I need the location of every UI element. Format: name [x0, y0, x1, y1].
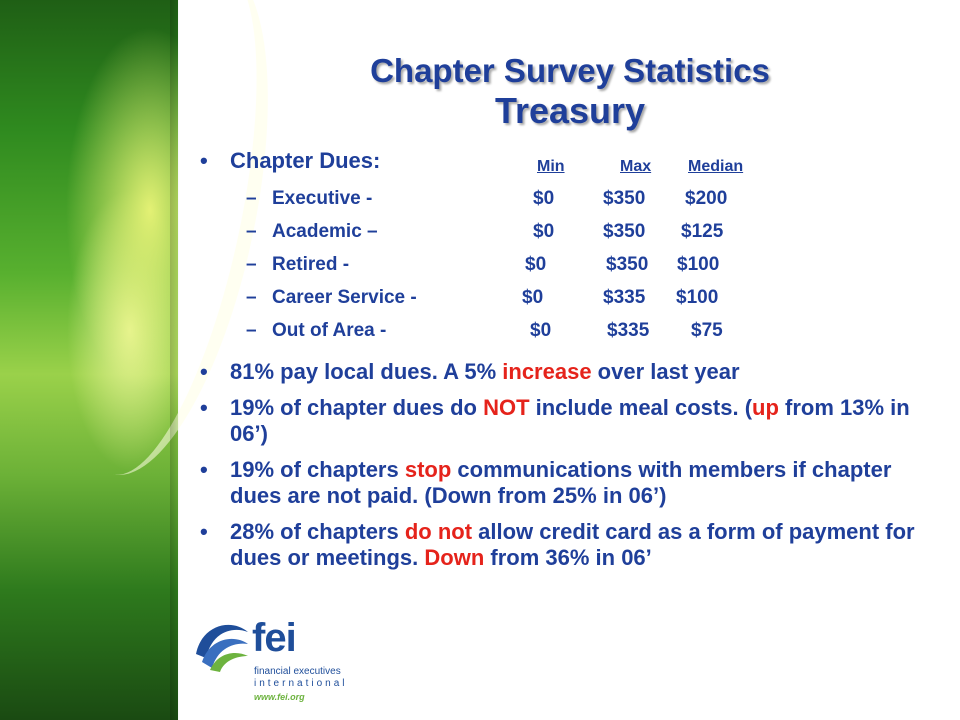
- highlight-text: stop: [404, 457, 452, 482]
- highlight-text: NOT: [483, 395, 530, 420]
- bullet-meal-costs: [200, 395, 940, 447]
- bullet-dot-icon: •: [200, 395, 208, 420]
- bullet-text: allow credit card as a form of payment for dues or meetings.: [230, 519, 915, 570]
- dues-row-name: Academic –: [272, 221, 378, 242]
- dues-row-median: $75: [691, 320, 723, 341]
- bullet-text: include meal costs. (: [529, 395, 753, 420]
- sidebar-edge-shadow: [170, 0, 180, 720]
- bullet-dot-icon: •: [200, 457, 208, 482]
- bullet-credit-card: [200, 519, 940, 571]
- dues-row-career-service: [200, 283, 940, 316]
- highlight-text: Down: [424, 545, 485, 570]
- col-header-min: Min: [537, 158, 565, 175]
- fei-logo: [192, 614, 362, 714]
- col-header-median: Median: [688, 158, 744, 175]
- slide-title: [230, 52, 910, 132]
- logo-wordmark: fei: [252, 616, 296, 660]
- bullet-local-dues: [200, 359, 940, 385]
- highlight-text: up: [752, 395, 779, 420]
- dues-header: [230, 148, 940, 176]
- dash-icon: –: [246, 320, 257, 341]
- dues-row-name: Executive -: [272, 188, 373, 209]
- dues-label: Chapter Dues:: [230, 148, 381, 173]
- bullet-text: 81% pay local dues. A 5%: [230, 359, 503, 384]
- bullet-text: from 36% in 06’: [484, 545, 652, 570]
- dues-row-min: $0: [530, 320, 552, 341]
- bullet-text: 19% of chapters: [230, 457, 405, 482]
- dues-row-median: $200: [685, 188, 728, 209]
- decorative-sidebar: [0, 0, 178, 720]
- bullet-text: from 13% in 06’): [230, 395, 910, 446]
- slide-body: [200, 148, 940, 581]
- dues-row-max: $350: [603, 221, 646, 242]
- bullet-dot-icon: •: [200, 148, 208, 173]
- dash-icon: –: [246, 221, 257, 242]
- dues-row-median: $100: [676, 287, 719, 308]
- dues-row-median: $100: [677, 254, 720, 275]
- logo-url: www.fei.org: [254, 692, 305, 702]
- fei-swirl-icon: [192, 614, 252, 674]
- dues-row-max: $335: [607, 320, 650, 341]
- dues-row-retired: [200, 250, 940, 283]
- bullet-text: over last year: [591, 359, 740, 384]
- dues-row-min: $0: [533, 221, 555, 242]
- bullet-dot-icon: •: [200, 519, 208, 544]
- dues-row-out-of-area: [200, 316, 940, 349]
- dues-row-name: Career Service -: [272, 287, 417, 308]
- dues-row-executive: [200, 184, 940, 217]
- col-header-max: Max: [620, 158, 652, 175]
- logo-tagline: financial executives: [254, 666, 341, 677]
- dash-icon: –: [246, 254, 257, 275]
- bullet-text: 19% of chapter dues do: [230, 395, 484, 420]
- dues-row-name: Retired -: [272, 254, 350, 275]
- dues-row-name: Out of Area -: [272, 320, 387, 341]
- dash-icon: –: [246, 287, 257, 308]
- bullet-dot-icon: •: [200, 359, 208, 384]
- dues-row-min: $0: [533, 188, 555, 209]
- highlight-text: do not: [404, 519, 473, 544]
- dues-row-median: $125: [681, 221, 724, 242]
- logo-tagline-2: international: [254, 678, 348, 689]
- bullet-communications: [200, 457, 940, 509]
- title-line-1: Chapter Survey Statistics: [370, 52, 770, 89]
- dash-icon: –: [246, 188, 257, 209]
- dues-row-academic: [200, 217, 940, 250]
- dues-row-max: $350: [606, 254, 649, 275]
- bullet-text: 28% of chapters: [230, 519, 405, 544]
- title-line-2: Treasury: [494, 90, 646, 131]
- dues-row-max: $335: [603, 287, 646, 308]
- dues-row-min: $0: [525, 254, 547, 275]
- bullet-text: communications with members if chapter dues are not paid. (Down from 25% in 06’): [230, 457, 892, 508]
- dues-row-max: $350: [603, 188, 646, 209]
- dues-row-min: $0: [522, 287, 544, 308]
- bullet-chapter-dues: [200, 148, 940, 176]
- highlight-text: increase: [502, 359, 592, 384]
